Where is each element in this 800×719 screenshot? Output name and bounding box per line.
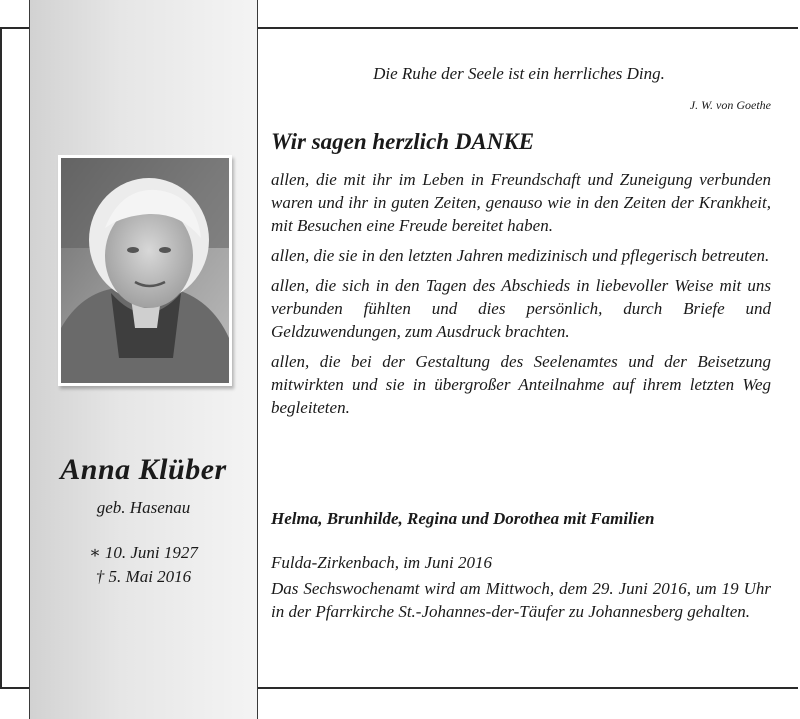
maiden-name: geb. Hasenau [96,498,191,517]
paragraph: allen, die bei der Gestaltung des Seelenamtes und der Beisetzung mitwirkten und sie in übergroßer Anteilnahme auf ihrem letzten Weg begleiteten. [271,352,771,417]
portrait-photo [58,155,232,386]
deceased-name: Anna Klüber [60,453,227,486]
quote-author: J. W. von Goethe [689,98,771,112]
birth-date: ∗ 10. Juni 1927 [89,543,198,562]
quote-text: Die Ruhe der Seele ist ein herrliches Ding. [373,64,665,83]
life-dates [29,541,258,589]
thanks-heading: Wir sagen herzlich DANKE [271,129,535,154]
signers: Helma, Brunhilde, Regina und Dorothea mit Familien [271,509,655,528]
paragraph: allen, die sie in den letzten Jahren medizinisch und pflegerisch betreuten. [271,246,770,265]
place-date: Fulda-Zirkenbach, im Juni 2016 [271,553,492,572]
footer [271,551,771,626]
portrait-image [61,158,229,383]
service-announcement: Das Sechswochenamt wird am Mittwoch, dem 29. Juni 2016, um 19 Uhr in der Pfarrkirche St.-Johannes-der-Täufer zu Johannesberg gehalten. [271,579,771,621]
paragraph: allen, die sich in den Tagen des Abschieds in liebevoller Weise mit uns verbunden fühlten und dies persönlich, durch Briefe und Geldzuwendungen, zum Ausdruck brachten. [271,276,771,341]
death-date: † 5. Mai 2016 [95,567,192,586]
paragraph: allen, die mit ihr im Leben in Freundschaft und Zuneigung verbunden waren und ihr in guten Zeiten, genauso wie in den Zeiten der Krankheit, mit Besuchen eine Freude bereitet haben. [271,170,771,235]
thanks-paragraphs [271,168,771,426]
